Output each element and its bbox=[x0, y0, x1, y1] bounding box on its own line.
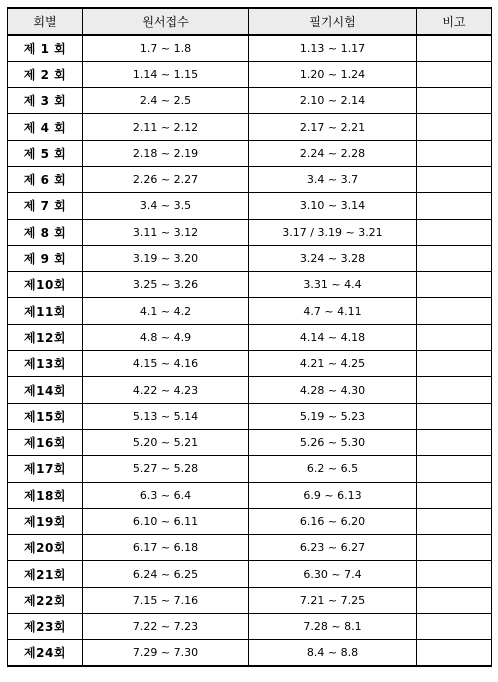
table-row bbox=[8, 351, 492, 377]
table-row bbox=[8, 193, 492, 219]
table-row bbox=[8, 508, 492, 534]
table-row bbox=[8, 219, 492, 245]
application-period-cell: 4.8 ~ 4.9 bbox=[83, 324, 249, 350]
written-exam-period-cell: 6.2 ~ 6.5 bbox=[249, 456, 417, 482]
written-exam-period-cell: 6.23 ~ 6.27 bbox=[249, 535, 417, 561]
table-row bbox=[8, 35, 492, 61]
written-exam-period-cell: 2.24 ~ 2.28 bbox=[249, 140, 417, 166]
written-exam-period-cell: 2.17 ~ 2.21 bbox=[249, 114, 417, 140]
application-period-cell: 6.17 ~ 6.18 bbox=[83, 535, 249, 561]
note-cell bbox=[417, 561, 492, 587]
application-period-cell: 4.1 ~ 4.2 bbox=[83, 298, 249, 324]
note-cell bbox=[417, 88, 492, 114]
written-exam-period-cell: 3.31 ~ 4.4 bbox=[249, 272, 417, 298]
written-exam-period-cell: 5.26 ~ 5.30 bbox=[249, 429, 417, 455]
round-cell: 제 1 회 bbox=[8, 35, 83, 61]
note-cell bbox=[417, 272, 492, 298]
application-period-cell: 2.4 ~ 2.5 bbox=[83, 88, 249, 114]
table-row bbox=[8, 88, 492, 114]
note-cell bbox=[417, 61, 492, 87]
round-cell: 제 8 회 bbox=[8, 219, 83, 245]
exam-schedule-table bbox=[7, 7, 492, 667]
table-row bbox=[8, 324, 492, 350]
application-period-cell: 4.22 ~ 4.23 bbox=[83, 377, 249, 403]
note-cell bbox=[417, 193, 492, 219]
application-period-cell: 5.27 ~ 5.28 bbox=[83, 456, 249, 482]
application-period-cell: 1.14 ~ 1.15 bbox=[83, 61, 249, 87]
application-period-cell: 7.15 ~ 7.16 bbox=[83, 587, 249, 613]
table-row bbox=[8, 587, 492, 613]
round-cell: 제16회 bbox=[8, 429, 83, 455]
written-exam-period-cell: 6.30 ~ 7.4 bbox=[249, 561, 417, 587]
round-cell: 제23회 bbox=[8, 614, 83, 640]
note-cell bbox=[417, 403, 492, 429]
round-cell: 제 5 회 bbox=[8, 140, 83, 166]
written-exam-period-cell: 3.24 ~ 3.28 bbox=[249, 245, 417, 271]
written-exam-period-cell: 7.28 ~ 8.1 bbox=[249, 614, 417, 640]
table-row bbox=[8, 640, 492, 666]
header-round: 회별 bbox=[8, 8, 83, 35]
table-body bbox=[8, 35, 492, 666]
note-cell bbox=[417, 166, 492, 192]
application-period-cell: 5.20 ~ 5.21 bbox=[83, 429, 249, 455]
written-exam-period-cell: 8.4 ~ 8.8 bbox=[249, 640, 417, 666]
written-exam-period-cell: 4.21 ~ 4.25 bbox=[249, 351, 417, 377]
application-period-cell: 6.10 ~ 6.11 bbox=[83, 508, 249, 534]
note-cell bbox=[417, 482, 492, 508]
table-row bbox=[8, 140, 492, 166]
round-cell: 제20회 bbox=[8, 535, 83, 561]
round-cell: 제11회 bbox=[8, 298, 83, 324]
application-period-cell: 3.11 ~ 3.12 bbox=[83, 219, 249, 245]
note-cell bbox=[417, 587, 492, 613]
table-row bbox=[8, 429, 492, 455]
table-row bbox=[8, 272, 492, 298]
written-exam-period-cell: 7.21 ~ 7.25 bbox=[249, 587, 417, 613]
note-cell bbox=[417, 377, 492, 403]
written-exam-period-cell: 3.10 ~ 3.14 bbox=[249, 193, 417, 219]
note-cell bbox=[417, 614, 492, 640]
application-period-cell: 7.22 ~ 7.23 bbox=[83, 614, 249, 640]
written-exam-period-cell: 3.4 ~ 3.7 bbox=[249, 166, 417, 192]
written-exam-period-cell: 6.9 ~ 6.13 bbox=[249, 482, 417, 508]
written-exam-period-cell: 2.10 ~ 2.14 bbox=[249, 88, 417, 114]
written-exam-period-cell: 1.20 ~ 1.24 bbox=[249, 61, 417, 87]
application-period-cell: 2.11 ~ 2.12 bbox=[83, 114, 249, 140]
table-row bbox=[8, 482, 492, 508]
note-cell bbox=[417, 429, 492, 455]
application-period-cell: 3.19 ~ 3.20 bbox=[83, 245, 249, 271]
round-cell: 제 9 회 bbox=[8, 245, 83, 271]
round-cell: 제21회 bbox=[8, 561, 83, 587]
round-cell: 제 7 회 bbox=[8, 193, 83, 219]
table-row bbox=[8, 456, 492, 482]
application-period-cell: 3.4 ~ 3.5 bbox=[83, 193, 249, 219]
written-exam-period-cell: 4.7 ~ 4.11 bbox=[249, 298, 417, 324]
written-exam-period-cell: 3.17 / 3.19 ~ 3.21 bbox=[249, 219, 417, 245]
header-note: 비고 bbox=[417, 8, 492, 35]
round-cell: 제14회 bbox=[8, 377, 83, 403]
note-cell bbox=[417, 535, 492, 561]
note-cell bbox=[417, 640, 492, 666]
round-cell: 제10회 bbox=[8, 272, 83, 298]
note-cell bbox=[417, 140, 492, 166]
note-cell bbox=[417, 508, 492, 534]
round-cell: 제24회 bbox=[8, 640, 83, 666]
round-cell: 제22회 bbox=[8, 587, 83, 613]
table-row bbox=[8, 561, 492, 587]
round-cell: 제12회 bbox=[8, 324, 83, 350]
table-row bbox=[8, 166, 492, 192]
table-row bbox=[8, 614, 492, 640]
note-cell bbox=[417, 35, 492, 61]
application-period-cell: 1.7 ~ 1.8 bbox=[83, 35, 249, 61]
round-cell: 제17회 bbox=[8, 456, 83, 482]
table-row bbox=[8, 535, 492, 561]
application-period-cell: 2.18 ~ 2.19 bbox=[83, 140, 249, 166]
application-period-cell: 4.15 ~ 4.16 bbox=[83, 351, 249, 377]
written-exam-period-cell: 5.19 ~ 5.23 bbox=[249, 403, 417, 429]
header-row bbox=[8, 8, 492, 35]
note-cell bbox=[417, 456, 492, 482]
round-cell: 제13회 bbox=[8, 351, 83, 377]
round-cell: 제18회 bbox=[8, 482, 83, 508]
table-row bbox=[8, 245, 492, 271]
written-exam-period-cell: 6.16 ~ 6.20 bbox=[249, 508, 417, 534]
note-cell bbox=[417, 245, 492, 271]
table-row bbox=[8, 61, 492, 87]
written-exam-period-cell: 1.13 ~ 1.17 bbox=[249, 35, 417, 61]
round-cell: 제15회 bbox=[8, 403, 83, 429]
note-cell bbox=[417, 219, 492, 245]
application-period-cell: 3.25 ~ 3.26 bbox=[83, 272, 249, 298]
note-cell bbox=[417, 298, 492, 324]
application-period-cell: 2.26 ~ 2.27 bbox=[83, 166, 249, 192]
round-cell: 제 4 회 bbox=[8, 114, 83, 140]
table-row bbox=[8, 377, 492, 403]
note-cell bbox=[417, 351, 492, 377]
round-cell: 제 2 회 bbox=[8, 61, 83, 87]
note-cell bbox=[417, 324, 492, 350]
application-period-cell: 5.13 ~ 5.14 bbox=[83, 403, 249, 429]
table-header bbox=[8, 8, 492, 35]
header-written-exam: 필기시험 bbox=[249, 8, 417, 35]
round-cell: 제 6 회 bbox=[8, 166, 83, 192]
header-application: 원서접수 bbox=[83, 8, 249, 35]
table-row bbox=[8, 114, 492, 140]
note-cell bbox=[417, 114, 492, 140]
round-cell: 제19회 bbox=[8, 508, 83, 534]
written-exam-period-cell: 4.28 ~ 4.30 bbox=[249, 377, 417, 403]
table-row bbox=[8, 298, 492, 324]
application-period-cell: 6.24 ~ 6.25 bbox=[83, 561, 249, 587]
written-exam-period-cell: 4.14 ~ 4.18 bbox=[249, 324, 417, 350]
round-cell: 제 3 회 bbox=[8, 88, 83, 114]
table-row bbox=[8, 403, 492, 429]
application-period-cell: 7.29 ~ 7.30 bbox=[83, 640, 249, 666]
application-period-cell: 6.3 ~ 6.4 bbox=[83, 482, 249, 508]
